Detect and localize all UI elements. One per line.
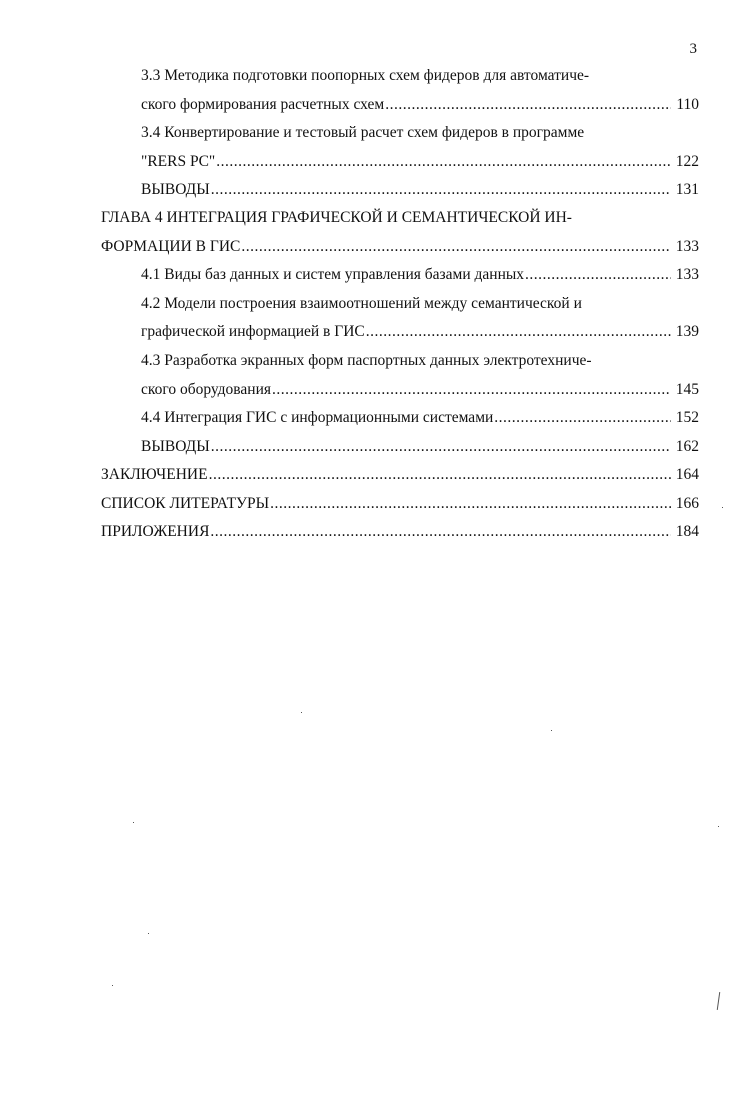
toc-page-number: 152 [675, 409, 699, 426]
toc-entry-section-3-3[interactable] [141, 95, 699, 115]
toc-entry-section-3-4[interactable] [141, 152, 699, 172]
toc-entry-text: ского формирования расчетных схем [141, 96, 385, 113]
toc-page-number: 166 [675, 495, 699, 512]
toc-entry-section-4-4[interactable] [141, 408, 699, 428]
toc-page-number: 139 [675, 323, 699, 340]
toc-page-number: 131 [675, 181, 699, 198]
toc-page-number: 122 [675, 153, 699, 170]
scan-speck [148, 933, 149, 934]
toc-page-number: 145 [675, 381, 699, 398]
toc-page-number: 162 [675, 438, 699, 455]
toc-entry-chapter-4[interactable] [101, 237, 699, 257]
toc-section-3-4-title: 3.4 Конвертирование и тестовый расчет схем фидеров в программе [141, 124, 585, 141]
toc-page-number: 184 [675, 523, 699, 540]
toc-entry-text: 4.4 Интеграция ГИС с информационными системами [141, 409, 494, 426]
toc-leader-dots [270, 494, 671, 514]
toc-leader-dots [385, 95, 671, 115]
toc-chapter-4-title: ГЛАВА 4 ИНТЕГРАЦИЯ ГРАФИЧЕСКОЙ И СЕМАНТИЧЕСКОЙ ИН- [101, 209, 572, 226]
toc-entry-text: ВЫВОДЫ [141, 181, 210, 198]
scan-speck [133, 822, 134, 823]
toc-leader-dots [211, 180, 671, 200]
toc-leader-dots [211, 437, 671, 457]
scan-speck [718, 826, 719, 827]
toc-page-number: 110 [676, 96, 699, 113]
toc-entry-references[interactable] [101, 494, 699, 514]
toc-entry-ch3-conclusions[interactable] [141, 180, 699, 200]
toc-entry-text: ФОРМАЦИИ В ГИС [101, 238, 241, 255]
toc-entry-section-4-3[interactable] [141, 380, 699, 400]
toc-leader-dots [272, 380, 671, 400]
toc-entry-section-4-2[interactable] [141, 322, 699, 342]
toc-leader-dots [209, 465, 671, 485]
toc-page-number: 133 [675, 266, 699, 283]
toc-page-number: 133 [675, 238, 699, 255]
scan-speck [301, 712, 302, 713]
toc-entry-text: ВЫВОДЫ [141, 438, 210, 455]
toc-entry-section-4-1[interactable] [141, 265, 699, 285]
toc-entry-text: ПРИЛОЖЕНИЯ [101, 523, 210, 540]
scan-speck [717, 992, 720, 1010]
toc-entry-conclusion[interactable] [101, 465, 699, 485]
scan-speck [722, 507, 723, 508]
toc-leader-dots [241, 237, 671, 257]
toc-leader-dots [494, 408, 671, 428]
toc-section-4-2-title: 4.2 Модели построения взаимоотношений между семантической и [141, 295, 582, 312]
scan-speck [551, 730, 552, 731]
toc-entry-text: СПИСОК ЛИТЕРАТУРЫ [101, 495, 270, 512]
toc-section-3-3-title: 3.3 Методика подготовки поопорных схем фидеров для автоматиче- [141, 67, 590, 84]
toc-entry-ch4-conclusions[interactable] [141, 437, 699, 457]
toc-leader-dots [210, 522, 671, 542]
toc-leader-dots [216, 152, 671, 172]
scan-speck [112, 985, 113, 986]
toc-entry-text: "RERS PC" [141, 153, 216, 170]
toc-page-number: 164 [675, 466, 699, 483]
toc-entry-text: 4.1 Виды баз данных и систем управления базами данных [141, 266, 525, 283]
toc-section-4-3-title: 4.3 Разработка экранных форм паспортных данных электротехниче- [141, 352, 592, 369]
toc-entry-text: ского оборудования [141, 381, 272, 398]
page-number: 3 [689, 41, 697, 57]
toc-entry-text: ЗАКЛЮЧЕНИЕ [101, 466, 208, 483]
toc-leader-dots [525, 265, 671, 285]
toc-entry-text: графической информацией в ГИС [141, 323, 365, 340]
toc-entry-appendices[interactable] [101, 522, 699, 542]
toc-leader-dots [366, 322, 671, 342]
